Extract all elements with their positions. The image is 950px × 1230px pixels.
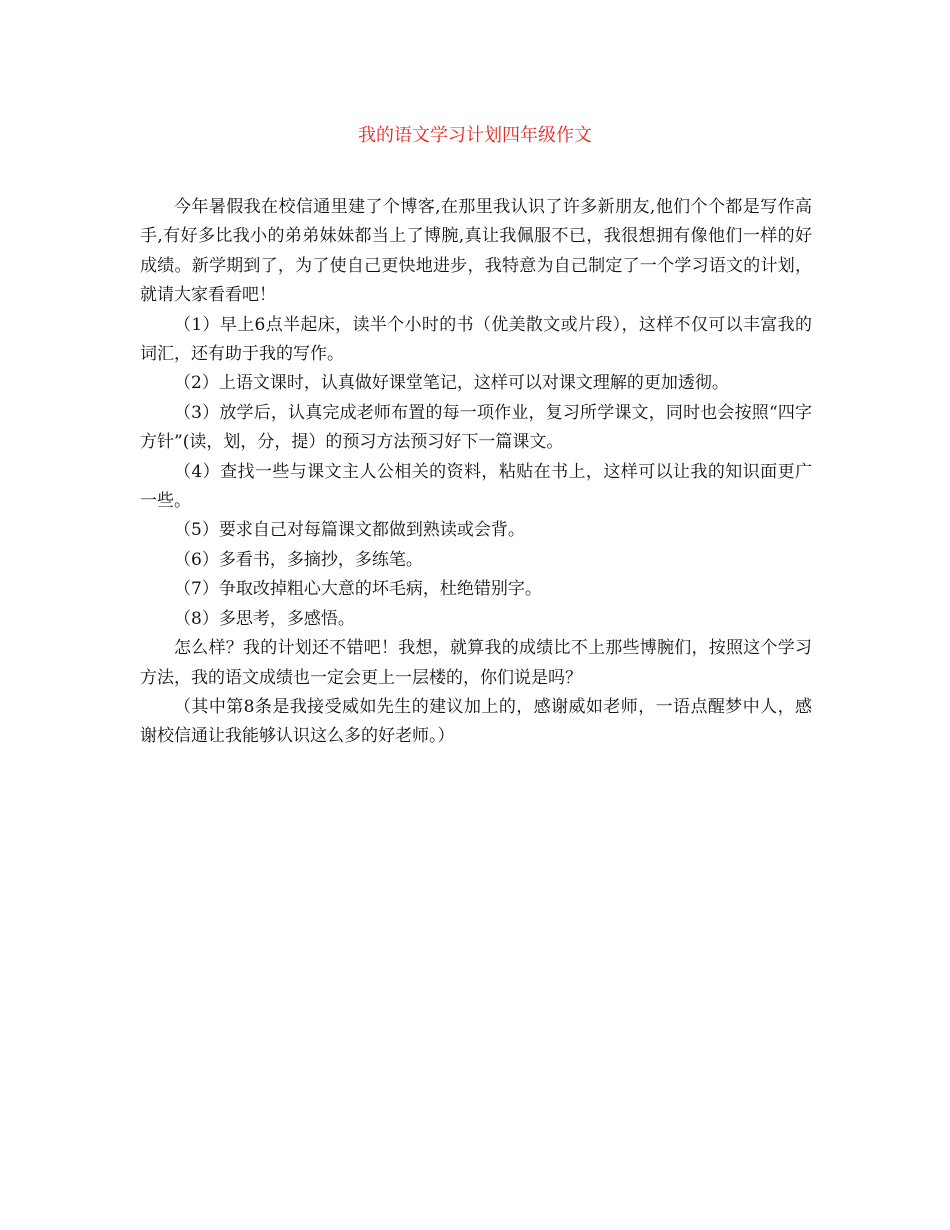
document-title: 我的语文学习计划四年级作文 — [358, 125, 592, 146]
plan-item-8: （8）多思考，多感悟。 — [174, 608, 355, 629]
plan-item-3: （3）放学后，认真完成老师布置的每一项作业，复习所学课文，同时也会按照“四字方针”(读，划，分，提）的预习方法预习好下一篇课文。 — [140, 402, 812, 453]
plan-item-2: （2）上语文课时，认真做好课堂笔记，这样可以对课文理解的更加透彻。 — [174, 373, 729, 394]
plan-item-6: （6）多看书，多摘抄，多练笔。 — [174, 549, 423, 570]
paragraph-intro: 今年暑假我在校信通里建了个博客,在那里我认识了许多新朋友,他们个个都是写作高手,有好多比我小的弟弟妹妹都当上了博腕,真让我佩服不已，我很想拥有像他们一样的好成绩。新学期到了，为了使自己更快地进步，我特意为自己制定了一个学习语文的计划，就请大家看看吧！ — [140, 197, 812, 306]
document-body — [140, 193, 812, 752]
plan-item-7: （7）争取改掉粗心大意的坏毛病，杜绝错别字。 — [174, 579, 542, 600]
plan-item-4: （4）查找一些与课文主人公相关的资料，粘贴在书上，这样可以让我的知识面更广一些。 — [140, 461, 812, 512]
paragraph-conclusion: 怎么样？我的计划还不错吧！我想，就算我的成绩比不上那些博腕们，按照这个学习方法，我的语文成绩也一定会更上一层楼的，你们说是吗？ — [140, 638, 812, 688]
plan-item-1: （1）早上6点半起床，读半个小时的书（优美散文或片段），这样不仅可以丰富我的词汇，还有助于我的写作。 — [140, 314, 812, 365]
plan-item-5: （5）要求自己对每篇课文都做到熟读或会背。 — [174, 520, 525, 541]
paragraph-note: （其中第8条是我接受威如先生的建议加上的，感谢威如老师，一语点醒梦中人，感谢校信通让我能够认识这么多的好老师。） — [140, 696, 812, 747]
